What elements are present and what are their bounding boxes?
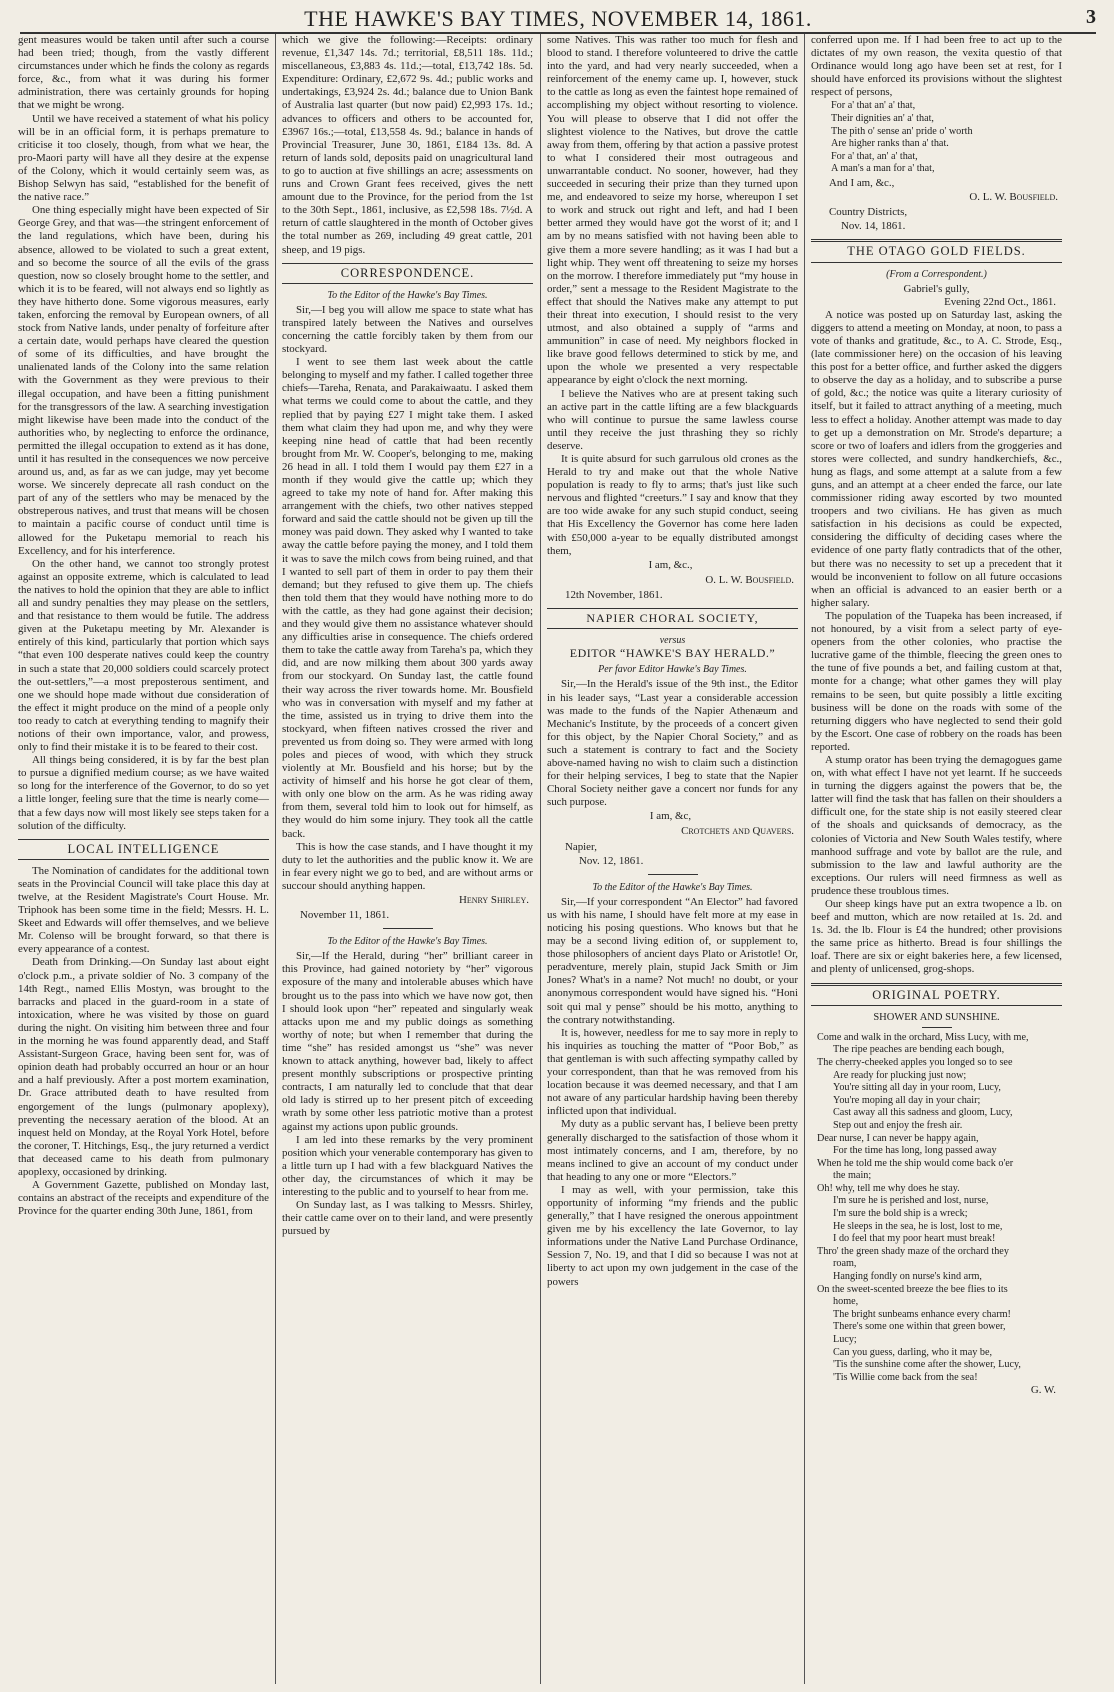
letter-date: 12th November, 1861.: [565, 588, 663, 601]
poem-line: I do feel that my poor heart must break!: [833, 1233, 996, 1245]
poem-line: The ripe peaches are bending each bough,: [833, 1044, 1005, 1056]
section-heading-local-intelligence: LOCAL INTELLIGENCE: [18, 839, 269, 860]
article-paragraph: All things being considered, it is by far the best plan to pursue a dignified medium course; as we have waited so long for the interference of the Governor, to do so yet a little longer, feeling sure that the time is nearly come—that a few days now will most likely see steps taken for a solution of the difficulty.: [18, 754, 269, 832]
article-paragraph: A notice was posted up on Saturday last, asking the diggers to attend a meeting on Monday, at noon, to pass a vote of thanks and gratitude, &c., to A. C. Strode, Esq., (late commissioner here) on the occasion of his leaving this post for a better office, and further asked the diggers to observe the day as a holiday, and to subscribe a purse of gold, &c.; the notice was quite a literary curiosity of itself, but it failed to attract anything of a meeting, much less to effect a holiday. Another attempt was made to day to get up a demonstration on Mr. Strode's departure; a score or two of loafers and idlers from the groggeries and stores were collected, and sundry handkerchiefs, &c., hung as flags, and some attempt at a salute from a few guns, and an attempt at a cheer ended the farce, our late commissioner riding away escorted by two mounted troopers and two civilians. He has given as much satisfaction in his decisions as could be expected, considering the difficulty of deciding cases where the evidence of one party flatly contradicts that of the other, but there was no necessity to set up a precedent that it would be inconvenient to follow on all future occasions when an official is advanced to an easier berth or a higher salary.: [811, 308, 1062, 609]
letter-paragraph: Sir,—In the Herald's issue of the 9th inst., the Editor in his leader says, “Last year a considerable accession was made to the funds of the Napier Athenæum and Mechanic's Institute, by the proceeds of a concert given for this object, by the Napier Choral Society,” and as such a statement is contrary to fact and the Society above-named having no wish to claim such a distinction for their helping services, I beg to state that the Napier Choral Society neither gave a concert nor funds for any such purpose.: [547, 678, 798, 809]
separator: [383, 928, 433, 929]
article-paragraph: Our sheep kings have put an extra twopence a lb. on beef and mutton, which are now retailed at 1s. 2d. and 1s. 3d. the lb. Flour is £4 the hundred; other provisions the same price as hitherto. Bread is four shillings the loaf. There are six or eight bakeries here, a few licensed, and plenty of unlicensed, grog-shops.: [811, 898, 1062, 976]
letter-closing: I am, &c,: [649, 810, 692, 823]
letter-paragraph: conferred upon me. If I had been free to act up to the dictates of my own reason, the vexita questio of that Ordinance would long ago have been set at rest, for I should have enforced its provisions without the slightest respect of persons,: [811, 34, 1062, 99]
column-rule: [804, 34, 805, 1684]
poem-line: 'Tis Willie come back from the sea!: [833, 1371, 978, 1383]
poem-line: You're moping all day in your chair;: [833, 1094, 981, 1106]
verse-line: Are higher ranks than a' that.: [831, 138, 949, 150]
letter-address: To the Editor of the Hawke's Bay Times.: [327, 936, 488, 948]
news-item: The Nomination of candidates for the additional town seats in the Provincial Council will take place this day at twelve, at the Resident Magistrate's Court House. Mr. Triphook has been some time in the field; Messrs. H. L. Skeet and Edwards will offer themselves, and we believe Mr. Colenso will be brought forward, so that there is every appearance of a contest.: [18, 864, 269, 956]
poem-line: Thro' the green shady maze of the orchard they: [817, 1245, 1009, 1257]
letter-paragraph: I went to see them last week about the cattle belonging to myself and my father. I called together three chiefs—Tareha, Renata, and Parakaiwaatu. I asked them what terms we could come to about the cattle, and they replied that by paying £27 I might take them. I asked them what claim they had upon me, and why they were keeping nine head of cattle that had been recently brought from Mr. W. Cooper's, belonging to me, making 26 head in all. I told them I would pay them £27 in a month if they would give the cattle up; which they agreed to take my note of hand for. After making this arrangement with the chiefs, two other natives stepped forward and said the cattle should not be given up till the money was paid down. They asked why I wanted to take away the cattle before paying the money, and I told them it was to save the milch cows from being ruined, and that I wanted to sell part of them in order to pay them their demand; but they refused to give them up. The chiefs then told them that they would have nothing more to do with the cattle, as they had gone against their decision; and they would give them no assistance whatever should any difficulties arise in consequence. The chiefs ordered them to take the cattle away from Tareha's pa, which they did, and are now milking them about 300 yards away from our stockyard. On Sunday last, the cattle found their way across the river towards home. Mr. Bousfield who was in conversation with myself and my father at the time, assisted us in trying to drive them into the stockyard, when fifteen natives crossed the river and prevented us from doing so. They were armed with long poles and pieces of wood, with which they struck violently at Mr. Bousfield and his horse; but by the activity of himself and his horse he got clear of them, with only one blow on the arm. As he was riding away from them, several told him to look out for himself, as they would do him some injury. They took all the cattle back.: [282, 356, 533, 840]
section-heading-original-poetry: ORIGINAL POETRY.: [811, 983, 1062, 1006]
letter-address: To the Editor of the Hawke's Bay Times.: [327, 289, 488, 301]
poem-line: I'm sure the bold ship is a wreck;: [833, 1208, 968, 1220]
section-heading-otago: THE OTAGO GOLD FIELDS.: [811, 239, 1062, 262]
poem-line: Can you guess, darling, who it may be,: [833, 1346, 993, 1358]
letter-paragraph: I am led into these remarks by the very prominent position which your venerable contemporary has given to a little turn up I had with a few blackguard Natives the other day, the circumstances of which it may be interesting to the public and to yourself to hear from me.: [282, 1133, 533, 1198]
poem-line: 'Tis the sunshine come after the shower, Lucy,: [833, 1359, 1021, 1371]
letter-signature: Crotchets and Quavers.: [681, 825, 794, 838]
quoted-verse: [831, 100, 1062, 176]
letter-paragraph: It is, however, needless for me to say more in reply to his inquiries as touching the matter of “Poor Bob,” as that gentleman is with such affecting sympathy called by your correspondent, than that he was removed from his location because it was deemed necessary, and that I am not aware of any particular hardship having been thereby inflicted upon that individual.: [547, 1026, 798, 1118]
poem-line: He sleeps in the sea, he is lost, lost to me,: [833, 1220, 1003, 1232]
column-4: [811, 34, 1062, 1684]
newspaper-title: THE HAWKE'S BAY TIMES, NOVEMBER 14, 1861.: [304, 6, 812, 31]
column-rule: [275, 34, 276, 1684]
poem-line: The bright sunbeams enhance every charm!: [833, 1308, 1011, 1320]
poem-line: Come and walk in the orchard, Miss Lucy, with me,: [817, 1031, 1029, 1043]
poem-line: For the time has long, long passed away: [833, 1145, 997, 1157]
poem-line: I'm sure he is perished and lost, nurse,: [833, 1195, 989, 1207]
poem-signature: G. W.: [1030, 1384, 1056, 1397]
verse-line: For a' that an' a' that,: [831, 100, 916, 112]
poem-body: [811, 1032, 1062, 1385]
masthead: [20, 6, 1096, 34]
column-3: [547, 34, 798, 1684]
news-item: A Government Gazette, published on Monday last, contains an abstract of the receipts and expenditure of the Province for the quarter ending 30th June, 1861, from: [18, 1179, 269, 1218]
letter-paragraph: This is how the case stands, and I have thought it my duty to let the authorities and the public know it. We are in fear every night we go to bed, and are without arms or succour should anything happen.: [282, 840, 533, 892]
poem-line: Cast away all this sadness and gloom, Lucy,: [833, 1107, 1013, 1119]
column-rule: [540, 34, 541, 1684]
poem-line: Hanging fondly on nurse's kind arm,: [833, 1271, 982, 1283]
section-heading-napier-choral: NAPIER CHORAL SOCIETY,: [547, 608, 798, 629]
per-favor-line: Per favor Editor Hawke's Bay Times.: [598, 664, 747, 676]
letter-address: To the Editor of the Hawke's Bay Times.: [592, 881, 753, 893]
poem-line: The cherry-cheeked apples you longed so to see: [817, 1056, 1013, 1068]
letter-paragraph: My duty as a public servant has, I believe been pretty generally discharged to the satisfaction of those whom it most intimately concerns, and I am, therefore, by no means inclined to give an account of my conduct under that heading to any one or more “Electors.”: [547, 1118, 798, 1183]
letter-paragraph: I may as well, with your permission, take this opportunity of informing “my friends and the public generally,” that I have resigned the onerous appointment given me by his excellency the late Governor, to lay informations under the Native Land Purchase Ordinance, Session 7, No. 19, and that I did so because I was not at liberty to act upon my own judgement in the case of the powers: [547, 1183, 798, 1288]
article-paragraph: On the other hand, we cannot too strongly protest against an opposite extreme, which is calculated to lead the natives to hold the opinion that they are able to inflict all and sundry penalties they may please on the settlers, and that resistance to them would be futile. The address given at the Puketapu meeting by Mr. Alexander is entirely of this kind, particularly that portion which says “that even 100 desperate natives could keep the country in such a state that 20,000 soldiers could scarcely protect the out-settlers,”—a most preposterous sentiment, and one we should hope made without due consideration of the effect it might produce on the mind of a people only too ready to catch at everything tending to magnify their notions of their own importance, valor, and prowess, only to find their mistake it is to be feared to their cost.: [18, 557, 269, 754]
poem-line: There's some one within that green bower,: [833, 1321, 1006, 1333]
news-item: Death from Drinking.—On Sunday last about eight o'clock p.m., a private soldier of No. 3 company of the 14th Regt., named Ellis Mostyn, was brought to the barracks and placed in the guard-room in a state of intoxication, where he was visited by those on guard during the night. On visiting him between three and four in the morning he was found apparently dead, and Staff Assistant-Surgeon Grace, having been sent for, was of opinion death had probably occurred an hour or an hour and a half previously. After a post mortem examination, Dr. Grace attributed death to have resulted from engorgement of the lungs (pulmonary apoplexy), preventing the necessary aeration of the blood. At an inquest held on Monday, at the Royal York Hotel, before the coroner, T. Hitchings, Esq., the jury returned a verdict that deceased came to his death from pulmonary apoplexy, occasioned by drinking.: [18, 956, 269, 1178]
letter-paragraph: It is quite absurd for such garrulous old crones as the Herald to try and make out that the whole Native population is ready to fly to arms; that's just like such nervous and flighted “creeturs.” I say and know that they are too wide awake for any such stupid conduct, seeing that His Excellency the Governor has come here laden with £50,000 a-year to be equally distributed amongst them,: [547, 453, 798, 557]
article-paragraph: A stump orator has been trying the demagogues game on, with what effect I have not yet learnt. If he succeeds in turning the diggers against the powers that be, the latter will find the task that has fallen on their shoulders a difficult one, for the state ship is not easily steered clear of the shoals and quicksands of democracy, as the colonies of Victoria and New South Wales testify, where manhood suffrage and vote by ballot are the rule, and submission to the law and lawful authority are the exceptions. Our rulers will need firmness as well as prudence these troublous times.: [811, 753, 1062, 897]
letter-paragraph: Sir,—If your correspondent “An Elector” had favored us with his name, I should have felt more at my ease in noticing his posing questions. Who knows but that he may be a second living edition of, or supplement to, those philosophers of ancient days Plato or Aristotle! Or, peradventure, merely plain, stupid Jack Smith or Jim Jones? What's in a name? Not much! no doubt, or your anonymous correspondent would have signed his. “Honi soit qui mal y pense” should be his motto, anything to the contrary notwithstanding.: [547, 895, 798, 1026]
poem-line: the main;: [833, 1170, 872, 1182]
poem-line: Step out and enjoy the fresh air.: [833, 1119, 963, 1131]
letter-place: Country Districts,: [829, 206, 908, 219]
letter-date: Nov. 14, 1861.: [841, 220, 906, 233]
letter-paragraph: some Natives. This was rather too much for flesh and blood to stand. I therefore volunteered to drive the cattle into the yard, and had very nearly succeeded, when a reinforcement of the enemy came up. I, however, stuck to the cattle as long as even the faintest hope remained of accomplishing my object without resorting to violence. You will please to observe that I did not offer the slightest violence to the Natives, but drove the cattle away from them, offering by that action a passive protest to what I considered their most outrageous and unwarrantable conduct. No sooner, however, had they succeeded in securing their prize than they turned upon me, and endeavored to seize my horse, whereupon I set to work and struck out right and left, and had I been better armed they would have got the worst of it; and I am by no means satisfied with not having been able to give them a more severe handling; as it was I had but a light whip. They went off threatening to seize my horses on the morrow. I therefore immediately put “my house in order,” sent a message to the Resident Magistrate to the effect that should the Natives make any attempt to put their threat into execution, I should resist to the very utmost, and also obtained a supply of “arms and ammunition” in case of need. My neighbors flocked in like brave good fellows determined to stick by me, and upon the whole we presented a very respectable appearance by eight o'clock the next morning.: [547, 34, 798, 387]
letter-place: Napier,: [565, 840, 597, 853]
article-paragraph: The population of the Tuapeka has been increased, if not honoured, by a visit from a select party of eye-openers from the other colonies, who practise the lucrative game of the thimble, fleecing the green ones to the tune of five pounds a bet, and failing custom at that, monte for a change; what other games they will play remains to be seen, but quite possibly a little exciting business will be done on the roads with some of the returning diggers who have neglected to send their gold by the Escort. One case of robbery on the roads has been reported.: [811, 609, 1062, 753]
article-paragraph: gent measures would be taken until after such a course had been tried; though, from the vastly different circumstances under which he finds the colony as regards force, &c., from what it was during his former administration, there was certainly grounds for hoping that we might be wrong.: [18, 34, 269, 112]
poem-line: Dear nurse, I can never be happy again,: [817, 1132, 979, 1144]
letter-paragraph: Sir,—If the Herald, during “her” brilliant career in this Province, had gained notoriety by “her” vigorous exposure of the many and intolerable abuses which have brought us to the pass into which we have now got, then I should look upon “her” repeated and singularly weak attacks upon me and my public doings as something worthy of note; but when I remember that during the time “she” has resided amongst us “she” was never known to attack anything, however bad, likely to affect present monthly subscriptions or prospective printing contracts, I am naturally led to conclude that that dear old lady is stirred up to her present pitch of exceeding wrath by some other less patriotic motive than a protest against my actions upon public grounds.: [282, 950, 533, 1133]
dateline-place: Gabriel's gully,: [903, 282, 970, 295]
poem-line: home,: [833, 1296, 859, 1308]
letter-closing: I am, &c.,: [648, 558, 693, 571]
article-paragraph: One thing especially might have been expected of Sir George Grey, and that was—the stringent enforcement of the land regulations, which have been, during his absence, allowed to be violated to such a great extent, and so become the source of all the evils of the grass question, now so closely brought home to the settler, and which it is to be feared, will not always end so lightly as they have hitherto done. Some vigorous measures, early taken, enforcing the removal by European owners, of all stock from Native lands, under penalty of forfeiture after a certain date, would perhaps have cleared the question of some of its difficulties, and have brought the unalienated lands of the Colony into the same relation with the Government as they were previous to their illegal occupation, and have been a fitting punishment for the transgressors of the law. A searching investigation might likewise have been made into the conduct of the authorities who, by neglecting to enforce the ordinance, permitted the illegal occupation to extend as it has done, until it has resulted in the consequences we now perceive around us, and, as far as we can judge, may yet become worse. We sincerely deprecate all rash conduct on the part of any of the settlers who may be menaced by the obstreperous natives, and trust that means will be chosen to maintain a pacific course of conduct until time is allowed for the Puketapu memorial to reach his Excellency, and for his interference.: [18, 204, 269, 557]
versus-label: versus: [659, 635, 686, 647]
column-2: [282, 34, 533, 1684]
letter-signature: O. L. W. Bousfield.: [969, 191, 1058, 204]
column-1: [18, 34, 269, 1684]
article-paragraph: Until we have received a statement of what his policy will be in an official form, it is perhaps premature to criticise it too closely, though, from what we hear, the pro-Maori party will have all they desire at the expense of the Colony, which it would certainly seem was, as Bishop Selwyn has said, “established for the benefit of the native race.”: [18, 112, 269, 204]
correspondent-line: (From a Correspondent.): [886, 268, 987, 280]
poem-line: Lucy;: [833, 1334, 857, 1345]
letter-signature: Henry Shirley.: [458, 894, 529, 906]
dateline-date: Evening 22nd Oct., 1861.: [944, 295, 1056, 308]
poem-line: On the sweet-scented breeze the bee flies to its: [817, 1283, 1008, 1295]
letter-paragraph: Sir,—I beg you will allow me space to state what has transpired lately between the Natives and ourselves concerning the cattle forcibly taken by them from our stockyard.: [282, 303, 533, 356]
verse-line: Their dignities an' a' that,: [831, 113, 934, 125]
page-number: 3: [1086, 6, 1096, 28]
letter-signature: O. L. W. Bousfield.: [705, 573, 794, 586]
letter-date: November 11, 1861.: [300, 909, 390, 922]
section-heading-correspondence: CORRESPONDENCE.: [282, 263, 533, 284]
poem-line: roam,: [833, 1258, 857, 1270]
letter-date: Nov. 12, 1861.: [579, 854, 644, 867]
article-paragraph: which we give the following:—Receipts: ordinary revenue, £1,347 14s. 7d.; territorial, £8,511 18s. 11d.; miscellaneous, £3,883 4s. 11d.;—total, £13,742 18s. 5d. Expenditure: Ordinary, £2,672 9s. 4d.; public works and undertakings, £3,924 2s. 4d.; balance due to Union Bank of Australia last quarter (but now paid) £2,993 17s. 1d.; advances to officers and others to be accounted for, £3967 16s.;—total, £13,558 4s. 9d.; balance in hands of Provincial Treasurer, June 30, 1861, £184 13s. 8d. A return of lands sold, deposits paid on unagricultural land to go to auction at five shillings an acre; assessments on runs and Crown Grant fees received, gives the nett amount due to the Province, for the period from the 1st to the 30th Sept., 1861, inclusive, as £2,598 18s. 7½d. A return of cattle slaughtered in the month of October gives the total number as 269, including 49 great cattle, 201 sheep, and 19 pigs.: [282, 34, 533, 256]
poem-line: Oh! why, tell me why does he stay.: [817, 1182, 960, 1194]
poem-line: You're sitting all day in your room, Lucy,: [833, 1082, 1001, 1094]
verse-line: A man's a man for a' that,: [831, 163, 935, 175]
poem-line: Are ready for plucking just now;: [833, 1069, 967, 1081]
separator: [922, 1027, 952, 1028]
letter-paragraph: I believe the Natives who are at present taking such an active part in the cattle lifting are a few blackguards who will continue to pursue the same lawless course until they receive the just thrashing they so richly deserve.: [547, 387, 798, 452]
poem-line: When he told me the ship would come back o'er: [817, 1157, 1014, 1169]
verse-line: For a' that, an' a' that,: [831, 150, 918, 162]
letter-closing: And I am, &c.,: [829, 177, 895, 190]
separator: [648, 874, 698, 875]
section-heading-editor: EDITOR “HAWKE'S BAY HERALD.”: [569, 646, 776, 661]
letter-paragraph: On Sunday last, as I was talking to Messrs. Shirley, their cattle came over on to their land, and were presently pursued by: [282, 1199, 533, 1238]
verse-line: The pith o' sense an' pride o' worth: [831, 125, 973, 137]
poem-title: SHOWER AND SUNSHINE.: [873, 1011, 1000, 1023]
